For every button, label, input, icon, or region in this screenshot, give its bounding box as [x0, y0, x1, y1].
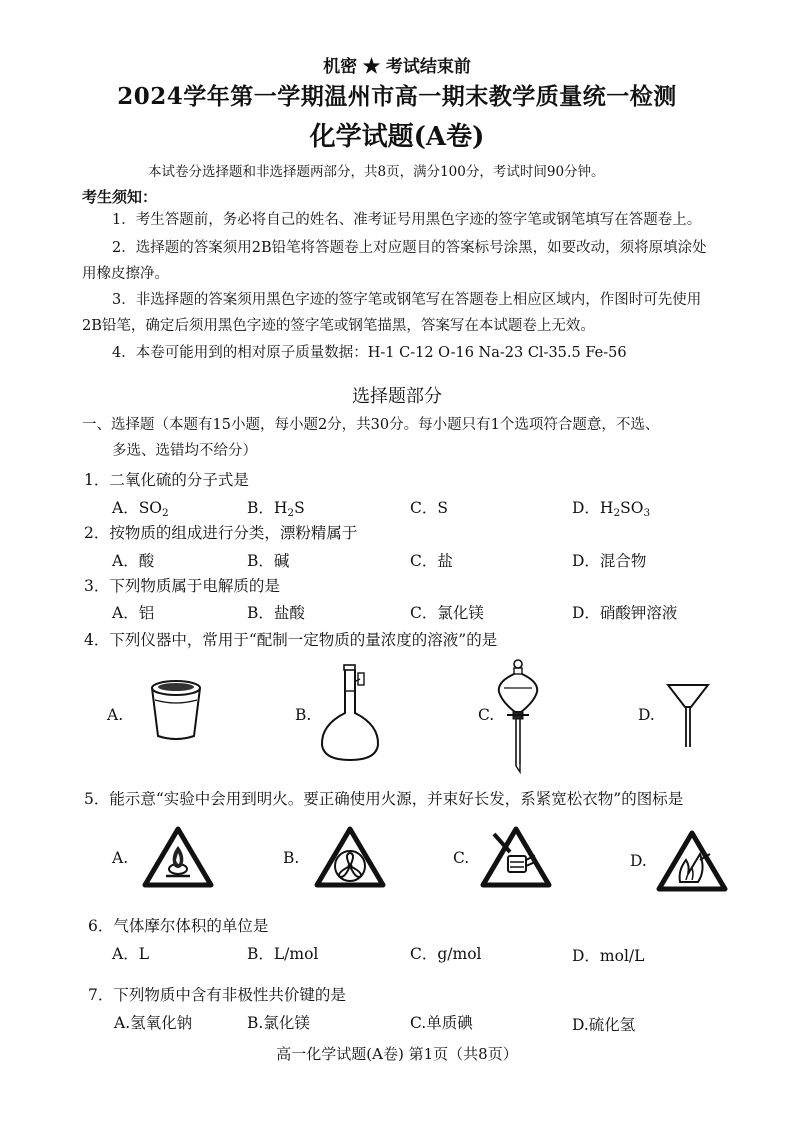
question-4-stem: 4．下列仪器中，常用于“配制一定物质的量浓度的溶液”的是 — [84, 631, 498, 649]
question-2-stem: 2．按物质的组成进行分类，漂粉精属于 — [84, 524, 358, 542]
page-footer: 高一化学试题(A卷) 第1页（共8页） — [276, 1045, 518, 1063]
intro-text: 本试卷分选择题和非选择题两部分，共8页，满分100分，考试时间90分钟。 — [148, 164, 605, 180]
sharp-object-warning-icon — [480, 826, 552, 888]
section-title: 选择题部分 — [352, 386, 442, 407]
notice-item-3: 3．非选择题的答案须用黑色字迹的签字笔或钢笔写在答题卷上相应区域内，作图时可先使用 — [112, 292, 702, 308]
question-6-stem: 6．气体摩尔体积的单位是 — [88, 917, 269, 935]
ventilation-fan-icon — [314, 826, 386, 888]
question-6-option-d: D．mol/L — [572, 947, 645, 965]
question-4-option-a-label: A. — [107, 706, 124, 724]
question-3-stem: 3．下列物质属于电解质的是 — [84, 577, 280, 595]
question-1-stem: 1．二氧化硫的分子式是 — [84, 471, 249, 489]
question-4-option-c-label: C. — [478, 706, 495, 724]
question-1-option-d: D．$H_2SO_3$ — [572, 499, 651, 519]
fire-clothing-warning-icon — [656, 830, 728, 892]
exam-subtitle: 化学试题(A卷) — [309, 122, 485, 152]
notice-item-1: 1．考生答题前，务必将自己的姓名、准考证号用黑色字迹的签字笔或钢笔填写在答题卷上。 — [112, 212, 702, 228]
question-2-option-b: B．碱 — [247, 552, 290, 570]
confidential-mark: 机密 ★ 考试结束前 — [323, 57, 471, 77]
question-6-option-c: C．g/mol — [410, 945, 482, 963]
question-6-option-b: B．L/mol — [247, 945, 319, 963]
notice-item-2-cont: 用橡皮擦净。 — [82, 266, 169, 282]
question-2-option-a: A．酸 — [112, 552, 155, 570]
question-3-option-c: C．氯化镁 — [410, 604, 484, 622]
question-2-option-d: D．混合物 — [572, 552, 647, 570]
question-5-option-b-label: B. — [283, 849, 300, 867]
notice-item-4: 4．本卷可能用到的相对原子质量数据：H-1 C-12 O-16 Na-23 Cl-35.5 Fe-56 — [112, 345, 627, 361]
notice-item-2: 2．选择题的答案须用2B铅笔将答题卷上对应题目的答案标号涂黑，如要改动，须将原填涂处 — [112, 240, 707, 256]
separatory-funnel-icon — [493, 658, 543, 774]
volumetric-flask-icon — [318, 663, 382, 763]
exam-title: 2024学年第一学期温州市高一期末教学质量统一检测 — [117, 83, 677, 110]
question-4-option-b-label: B. — [295, 706, 312, 724]
funnel-icon — [666, 683, 710, 749]
question-6-option-a: A．L — [112, 945, 149, 963]
question-5-option-c-label: C. — [453, 849, 470, 867]
part1-instructions: 一、选择题（本题有15小题，每小题2分，共30分。每小题只有1个选项符合题意，不选、 — [82, 417, 660, 433]
question-1-option-a: A．$SO_2$ — [112, 499, 169, 519]
question-2-option-c: C．盐 — [410, 552, 453, 570]
question-1-option-b: B．$H_2S$ — [247, 499, 305, 519]
notice-item-3-cont: 2B铅笔，确定后须用黑色字迹的签字笔或钢笔描黑，答案写在本试题卷上无效。 — [82, 318, 595, 334]
open-flame-warning-icon — [142, 826, 214, 888]
question-7-option-b: B.氯化镁 — [247, 1014, 310, 1032]
question-7-option-d: D.硫化氢 — [572, 1016, 636, 1034]
question-7-stem: 7．下列物质中含有非极性共价键的是 — [88, 986, 346, 1004]
question-1-option-c: C．S — [410, 499, 448, 517]
part1-instructions-cont: 多选、选错均不给分） — [112, 443, 257, 459]
question-7-option-a: A.氢氧化钠 — [114, 1014, 193, 1032]
question-3-option-d: D．硝酸钾溶液 — [572, 604, 678, 622]
question-7-option-c: C.单质碘 — [410, 1014, 473, 1032]
notice-heading: 考生须知： — [82, 188, 158, 206]
question-3-option-b: B．盐酸 — [247, 604, 305, 622]
question-5-stem: 5．能示意“实验中会用到明火。要正确使用火源，并束好长发，系紧宽松衣物”的图标是 — [84, 790, 684, 808]
question-3-option-a: A．铝 — [112, 604, 155, 622]
question-5-option-a-label: A. — [112, 849, 129, 867]
crucible-icon — [146, 676, 206, 744]
question-4-option-d-label: D. — [638, 706, 655, 724]
question-5-option-d-label: D. — [630, 852, 647, 870]
